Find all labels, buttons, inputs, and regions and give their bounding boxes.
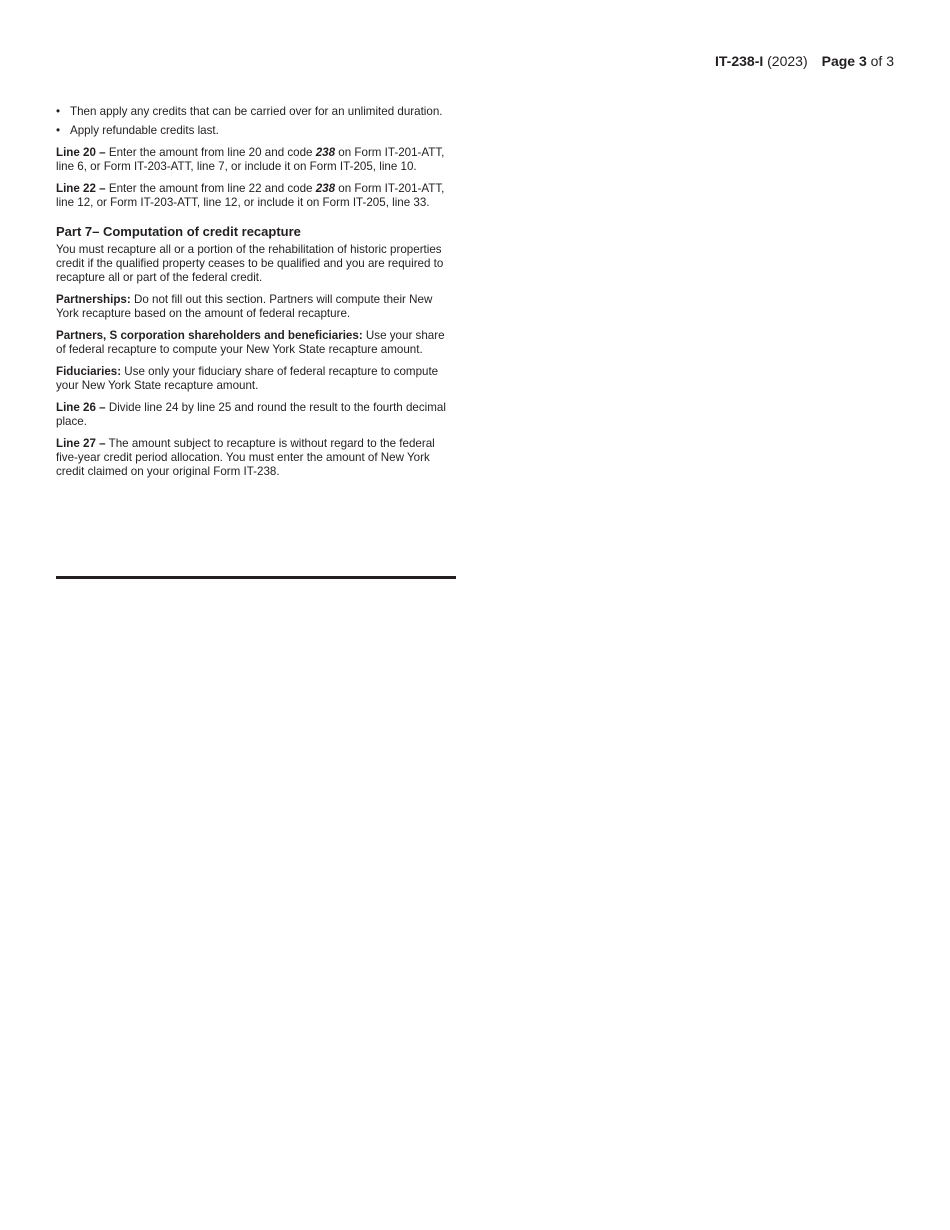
line-20-instruction	[56, 146, 456, 174]
instructions-column	[56, 105, 456, 487]
credit-order-list	[56, 105, 456, 138]
list-item-text: Then apply any credits that can be carried over for an unlimited duration.	[70, 105, 443, 118]
line-22-instruction	[56, 182, 456, 210]
fiduciaries-paragraph	[56, 365, 456, 393]
part-7-heading: Part 7– Computation of credit recapture	[56, 224, 301, 239]
fiduciaries-text: Use only your fiduciary share of federal recapture to compute your New York State recapture amount.	[56, 365, 439, 392]
line-26-instruction	[56, 401, 456, 429]
line-27-text: The amount subject to recapture is without regard to the federal five-year credit period allocation. You must enter the amount of New York credit claimed on your original Form IT-238.	[56, 437, 435, 478]
line-20-code: 238	[315, 146, 336, 159]
line-20-text-a: Enter the amount from line 20 and code	[105, 146, 316, 159]
form-id: IT-238-I	[715, 53, 764, 69]
line-20-text-b: on Form IT-201-ATT, line 6, or Form IT-203-ATT, line 7, or include it on Form IT-205, line 10.	[56, 146, 445, 173]
list-item	[56, 105, 456, 119]
page-total: of 3	[870, 53, 894, 69]
line-20-label: Line 20 –	[56, 146, 106, 159]
list-item-text: Apply refundable credits last.	[70, 124, 219, 137]
bullet-icon: •	[56, 124, 61, 137]
list-item	[56, 124, 456, 138]
page-number: Page 3	[821, 53, 867, 69]
partnerships-label: Partnerships:	[56, 293, 131, 306]
end-of-instructions-rule	[56, 576, 456, 579]
partners-label: Partners, S corporation shareholders and beneficiaries:	[56, 329, 363, 342]
line-26-text: Divide line 24 by line 25 and round the result to the fourth decimal place.	[56, 401, 446, 428]
page-header	[715, 53, 894, 69]
fiduciaries-label: Fiduciaries:	[56, 365, 122, 378]
partners-paragraph	[56, 329, 456, 357]
form-year: (2023)	[767, 53, 808, 69]
line-27-instruction	[56, 437, 456, 479]
line-26-label: Line 26 –	[56, 401, 106, 414]
line-27-label: Line 27 –	[56, 437, 106, 450]
partnerships-paragraph	[56, 293, 456, 321]
line-22-code: 238	[315, 182, 336, 195]
partners-text: Use your share of federal recapture to compute your New York State recapture amount.	[56, 329, 445, 356]
line-22-text-b: on Form IT-201-ATT, line 12, or Form IT-203-ATT, line 12, or include it on Form IT-205, line 33.	[56, 182, 445, 209]
partnerships-text: Do not fill out this section. Partners will compute their New York recapture based on the amount of federal recapture.	[56, 293, 433, 320]
bullet-icon: •	[56, 105, 61, 118]
line-22-text-a: Enter the amount from line 22 and code	[105, 182, 316, 195]
part-7-intro: You must recapture all or a portion of the rehabilitation of historic properties credit if the qualified property ceases to be qualified and you are required to recapture all or part of the federal credit.	[56, 243, 444, 284]
line-22-label: Line 22 –	[56, 182, 106, 195]
